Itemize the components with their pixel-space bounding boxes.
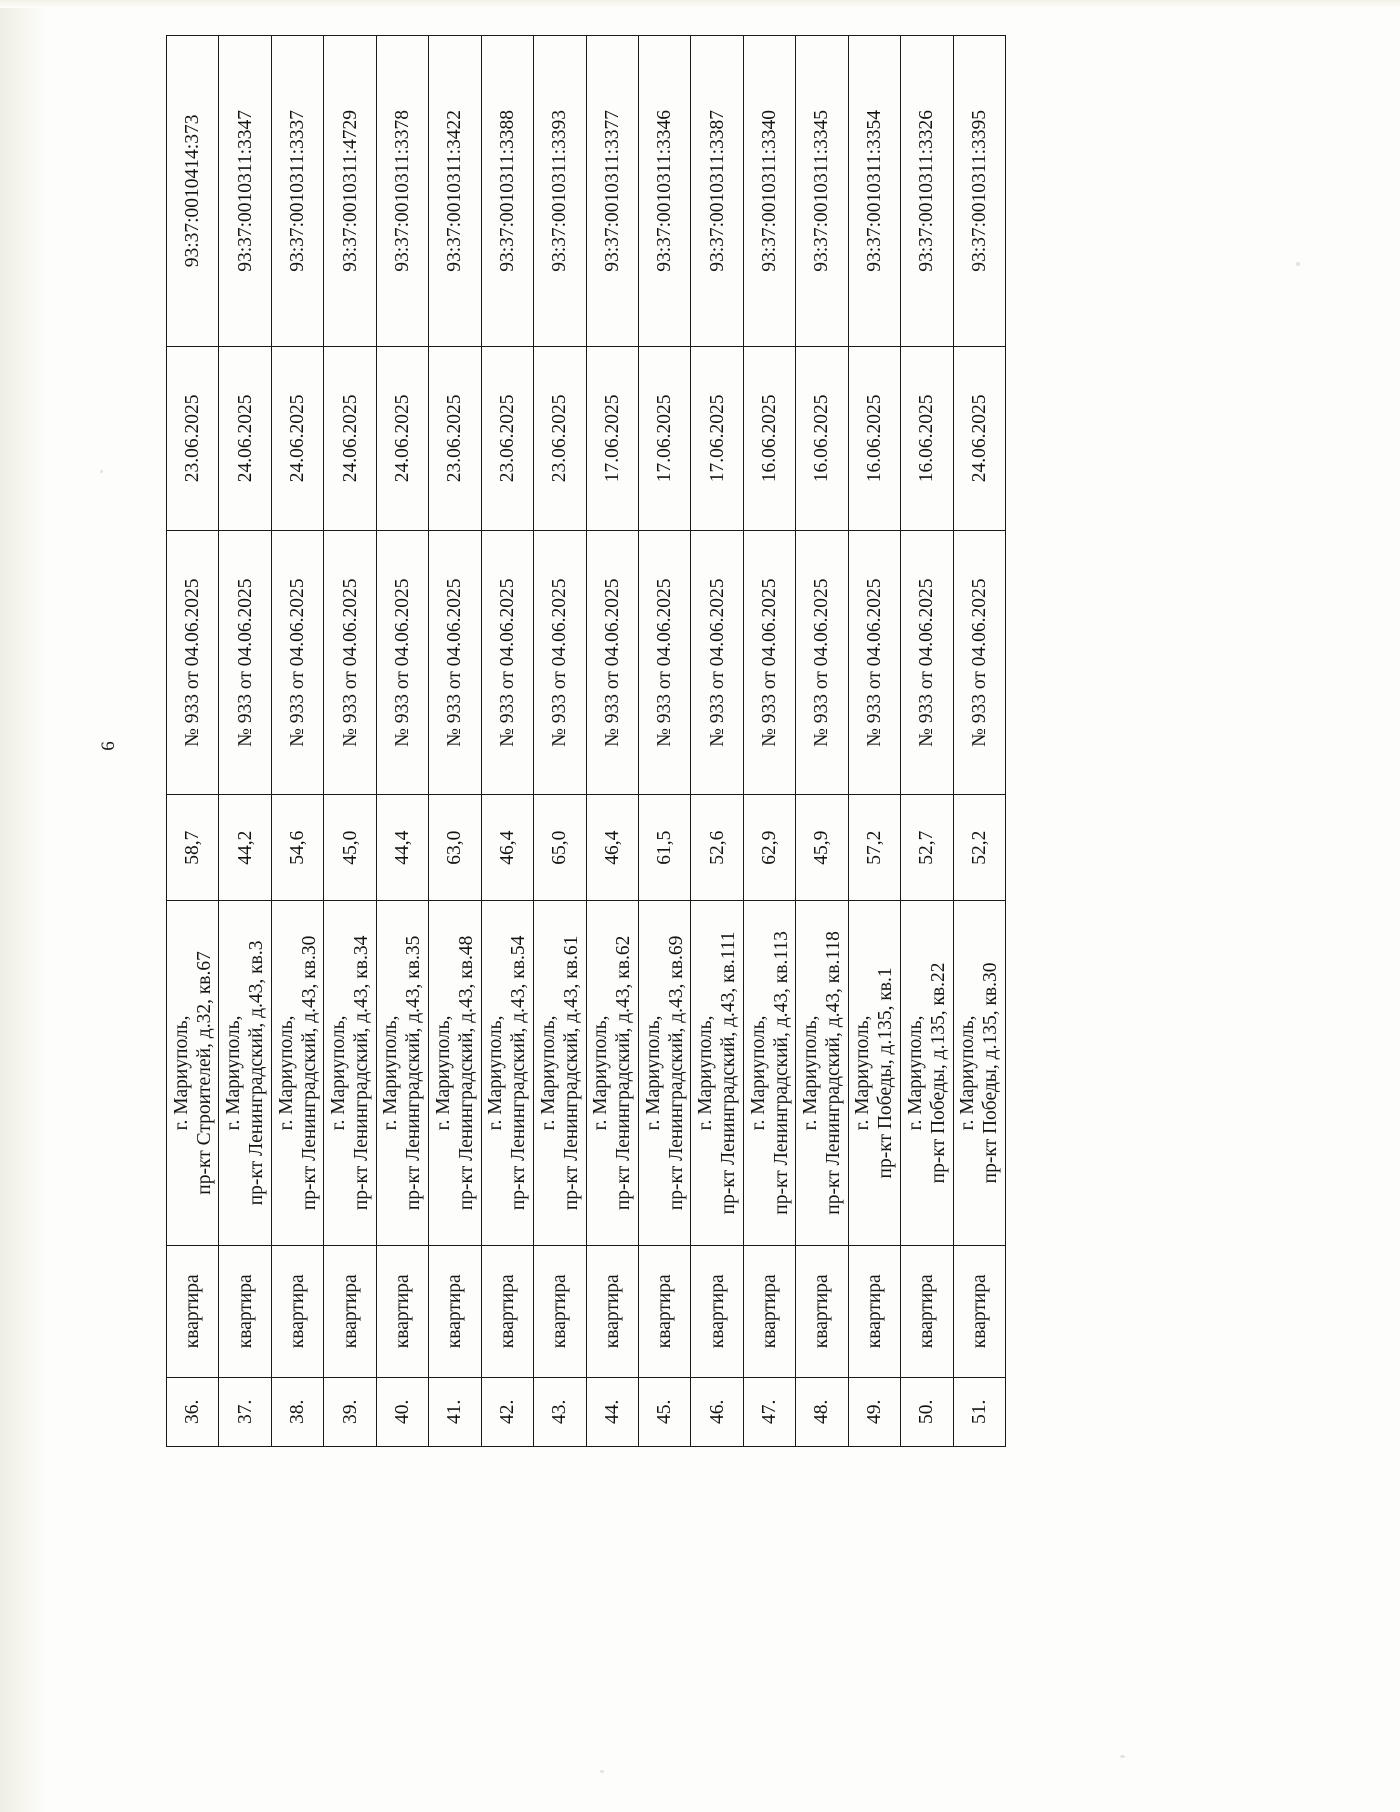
cell-number: 44.	[586, 1377, 638, 1446]
cell-document: № 933 от 04.06.2025	[271, 530, 323, 794]
address-line-1: г. Мариуполь,	[328, 1015, 350, 1131]
cell-date: 24.06.2025	[219, 346, 271, 530]
cell-cadastral-number: 93:37:0010311:3377	[586, 36, 638, 347]
cell-date: 23.06.2025	[481, 346, 533, 530]
cell-number: 46.	[691, 1377, 743, 1446]
table-row	[534, 36, 586, 1447]
cell-area: 63,0	[429, 795, 481, 901]
address-line-2: пр-кт Строителей, д.32, кв.67	[193, 951, 215, 1195]
address-line-2: пр-кт Ленинградский, д.43, кв.54	[508, 935, 530, 1211]
address-line-1: г. Мариуполь,	[485, 1015, 507, 1131]
cell-number: 49.	[848, 1377, 900, 1446]
cell-date: 16.06.2025	[901, 346, 953, 530]
cell-cadastral-number: 93:37:0010311:3346	[638, 36, 690, 347]
address-line-2: пр-кт Ленинградский, д.43, кв.30	[298, 935, 320, 1211]
cell-document: № 933 от 04.06.2025	[481, 530, 533, 794]
address-line-2: пр-кт Ленинградский, д.43, кв.61	[560, 935, 582, 1211]
table-row	[953, 36, 1005, 1447]
address-line-1: г. Мариуполь,	[642, 1015, 664, 1131]
address-line-2: пр-кт Ленинградский, д.43, кв.113	[770, 931, 792, 1215]
cell-cadastral-number: 93:37:0010311:3388	[481, 36, 533, 347]
table-body	[167, 36, 1006, 1447]
cell-address	[743, 900, 795, 1245]
cell-object-type: квартира	[324, 1245, 376, 1377]
table-row	[901, 36, 953, 1447]
cell-object-type: квартира	[376, 1245, 428, 1377]
table-row	[429, 36, 481, 1447]
cell-document: № 933 от 04.06.2025	[429, 530, 481, 794]
rotated-table-wrapper	[166, 35, 1006, 1447]
cell-date: 24.06.2025	[376, 346, 428, 530]
cell-object-type: квартира	[271, 1245, 323, 1377]
address-line-1: г. Мариуполь,	[170, 1015, 192, 1131]
cell-cadastral-number: 93:37:0010311:3378	[376, 36, 428, 347]
address-line-2: пр-кт Ленинградский, д.43, кв.111	[718, 931, 740, 1215]
cell-number: 48.	[796, 1377, 848, 1446]
cell-number: 40.	[376, 1377, 428, 1446]
cell-object-type: квартира	[743, 1245, 795, 1377]
table-row	[324, 36, 376, 1447]
cell-area: 65,0	[534, 795, 586, 901]
cell-object-type: квартира	[796, 1245, 848, 1377]
cell-cadastral-number: 93:37:0010311:3354	[848, 36, 900, 347]
cell-area: 46,4	[481, 795, 533, 901]
cell-object-type: квартира	[167, 1245, 219, 1377]
address-line-1: г. Мариуполь,	[852, 1015, 874, 1131]
address-line-1: г. Мариуполь,	[432, 1015, 454, 1131]
cell-cadastral-number: 93:37:0010414:373	[167, 36, 219, 347]
cell-document: № 933 от 04.06.2025	[586, 530, 638, 794]
cell-number: 37.	[219, 1377, 271, 1446]
cell-address	[167, 900, 219, 1245]
cell-area: 45,0	[324, 795, 376, 901]
cell-date: 23.06.2025	[167, 346, 219, 530]
cell-date: 17.06.2025	[638, 346, 690, 530]
cell-address	[638, 900, 690, 1245]
table-row	[219, 36, 271, 1447]
cell-address	[324, 900, 376, 1245]
cell-number: 50.	[901, 1377, 953, 1446]
table-row	[691, 36, 743, 1447]
cell-area: 52,7	[901, 795, 953, 901]
table-row	[481, 36, 533, 1447]
cell-date: 16.06.2025	[743, 346, 795, 530]
address-line-2: пр-кт Ленинградский, д.43, кв.3	[246, 940, 268, 1206]
address-line-2: пр-кт Победы, д.135, кв.22	[927, 962, 949, 1184]
cell-date: 17.06.2025	[691, 346, 743, 530]
cell-cadastral-number: 93:37:0010311:3340	[743, 36, 795, 347]
cell-object-type: квартира	[219, 1245, 271, 1377]
cell-document: № 933 от 04.06.2025	[167, 530, 219, 794]
cell-area: 45,9	[796, 795, 848, 901]
address-line-2: пр-кт Ленинградский, д.43, кв.35	[403, 935, 425, 1211]
cell-number: 43.	[534, 1377, 586, 1446]
cell-address	[534, 900, 586, 1245]
cell-address	[586, 900, 638, 1245]
cell-address	[848, 900, 900, 1245]
table-row	[848, 36, 900, 1447]
table-row	[586, 36, 638, 1447]
cell-address	[901, 900, 953, 1245]
address-line-1: г. Мариуполь,	[904, 1015, 926, 1131]
table-row	[638, 36, 690, 1447]
address-line-2: пр-кт Ленинградский, д.43, кв.34	[351, 935, 373, 1211]
cell-area: 52,6	[691, 795, 743, 901]
cell-object-type: квартира	[586, 1245, 638, 1377]
scan-speck	[1296, 262, 1300, 266]
cell-number: 36.	[167, 1377, 219, 1446]
cell-number: 51.	[953, 1377, 1005, 1446]
cell-document: № 933 от 04.06.2025	[638, 530, 690, 794]
cell-address	[796, 900, 848, 1245]
cell-cadastral-number: 93:37:0010311:3347	[219, 36, 271, 347]
cell-address	[376, 900, 428, 1245]
cell-object-type: квартира	[429, 1245, 481, 1377]
address-line-1: г. Мариуполь,	[799, 1015, 821, 1131]
table-row	[376, 36, 428, 1447]
cell-cadastral-number: 93:37:0010311:3395	[953, 36, 1005, 347]
cell-area: 57,2	[848, 795, 900, 901]
cell-cadastral-number: 93:37:0010311:3337	[271, 36, 323, 347]
address-line-1: г. Мариуполь,	[957, 1015, 979, 1131]
cell-object-type: квартира	[638, 1245, 690, 1377]
cell-object-type: квартира	[534, 1245, 586, 1377]
address-line-2: пр-кт Ленинградский, д.43, кв.69	[665, 935, 687, 1211]
cell-date: 24.06.2025	[271, 346, 323, 530]
cell-document: № 933 от 04.06.2025	[219, 530, 271, 794]
cell-cadastral-number: 93:37:0010311:3422	[429, 36, 481, 347]
table-row	[271, 36, 323, 1447]
cell-cadastral-number: 93:37:0010311:4729	[324, 36, 376, 347]
cell-address	[953, 900, 1005, 1245]
cell-date: 23.06.2025	[429, 346, 481, 530]
cell-number: 41.	[429, 1377, 481, 1446]
cell-document: № 933 от 04.06.2025	[848, 530, 900, 794]
cell-cadastral-number: 93:37:0010311:3387	[691, 36, 743, 347]
cell-cadastral-number: 93:37:0010311:3326	[901, 36, 953, 347]
cell-number: 45.	[638, 1377, 690, 1446]
cell-object-type: квартира	[901, 1245, 953, 1377]
cell-document: № 933 от 04.06.2025	[743, 530, 795, 794]
cell-object-type: квартира	[691, 1245, 743, 1377]
cell-date: 16.06.2025	[796, 346, 848, 530]
cell-area: 44,4	[376, 795, 428, 901]
address-line-2: пр-кт Ленинградский, д.43, кв.118	[822, 931, 844, 1215]
cell-date: 24.06.2025	[324, 346, 376, 530]
cell-cadastral-number: 93:37:0010311:3393	[534, 36, 586, 347]
address-line-2: пр-кт Победы, д.135, кв.1	[875, 967, 897, 1179]
cell-number: 39.	[324, 1377, 376, 1446]
cell-address	[429, 900, 481, 1245]
cell-document: № 933 от 04.06.2025	[901, 530, 953, 794]
cell-number: 47.	[743, 1377, 795, 1446]
address-line-1: г. Мариуполь,	[590, 1015, 612, 1131]
scan-edge-left	[0, 0, 46, 1812]
cell-area: 52,2	[953, 795, 1005, 901]
address-line-1: г. Мариуполь,	[380, 1015, 402, 1131]
scan-edge-top	[0, 0, 1400, 8]
cell-document: № 933 от 04.06.2025	[796, 530, 848, 794]
cell-cadastral-number: 93:37:0010311:3345	[796, 36, 848, 347]
cell-number: 42.	[481, 1377, 533, 1446]
address-line-2: пр-кт Победы, д.135, кв.30	[980, 962, 1002, 1184]
cell-area: 61,5	[638, 795, 690, 901]
cell-document: № 933 от 04.06.2025	[376, 530, 428, 794]
cell-object-type: квартира	[848, 1245, 900, 1377]
cell-date: 16.06.2025	[848, 346, 900, 530]
cell-object-type: квартира	[481, 1245, 533, 1377]
scan-speck	[1120, 1755, 1125, 1758]
cell-area: 54,6	[271, 795, 323, 901]
address-line-2: пр-кт Ленинградский, д.43, кв.62	[613, 935, 635, 1211]
address-line-1: г. Мариуполь,	[537, 1015, 559, 1131]
cell-date: 17.06.2025	[586, 346, 638, 530]
address-line-1: г. Мариуполь,	[223, 1015, 245, 1131]
address-line-1: г. Мариуполь,	[275, 1015, 297, 1131]
cell-address	[691, 900, 743, 1245]
address-line-1: г. Мариуполь,	[747, 1015, 769, 1131]
address-line-2: пр-кт Ленинградский, д.43, кв.48	[455, 935, 477, 1211]
table-row	[743, 36, 795, 1447]
cell-document: № 933 от 04.06.2025	[691, 530, 743, 794]
cell-address	[481, 900, 533, 1245]
page-number: 6	[97, 741, 119, 751]
cell-area: 46,4	[586, 795, 638, 901]
cell-address	[271, 900, 323, 1245]
table-row	[167, 36, 219, 1447]
cell-object-type: квартира	[953, 1245, 1005, 1377]
property-registry-table	[166, 35, 1006, 1447]
scan-speck	[600, 1770, 604, 1773]
cell-area: 44,2	[219, 795, 271, 901]
cell-area: 58,7	[167, 795, 219, 901]
cell-area: 62,9	[743, 795, 795, 901]
cell-document: № 933 от 04.06.2025	[534, 530, 586, 794]
scan-speck	[100, 470, 103, 473]
cell-date: 23.06.2025	[534, 346, 586, 530]
cell-document: № 933 от 04.06.2025	[324, 530, 376, 794]
address-line-1: г. Мариуполь,	[695, 1015, 717, 1131]
cell-address	[219, 900, 271, 1245]
cell-date: 24.06.2025	[953, 346, 1005, 530]
cell-document: № 933 от 04.06.2025	[953, 530, 1005, 794]
table-row	[796, 36, 848, 1447]
cell-number: 38.	[271, 1377, 323, 1446]
